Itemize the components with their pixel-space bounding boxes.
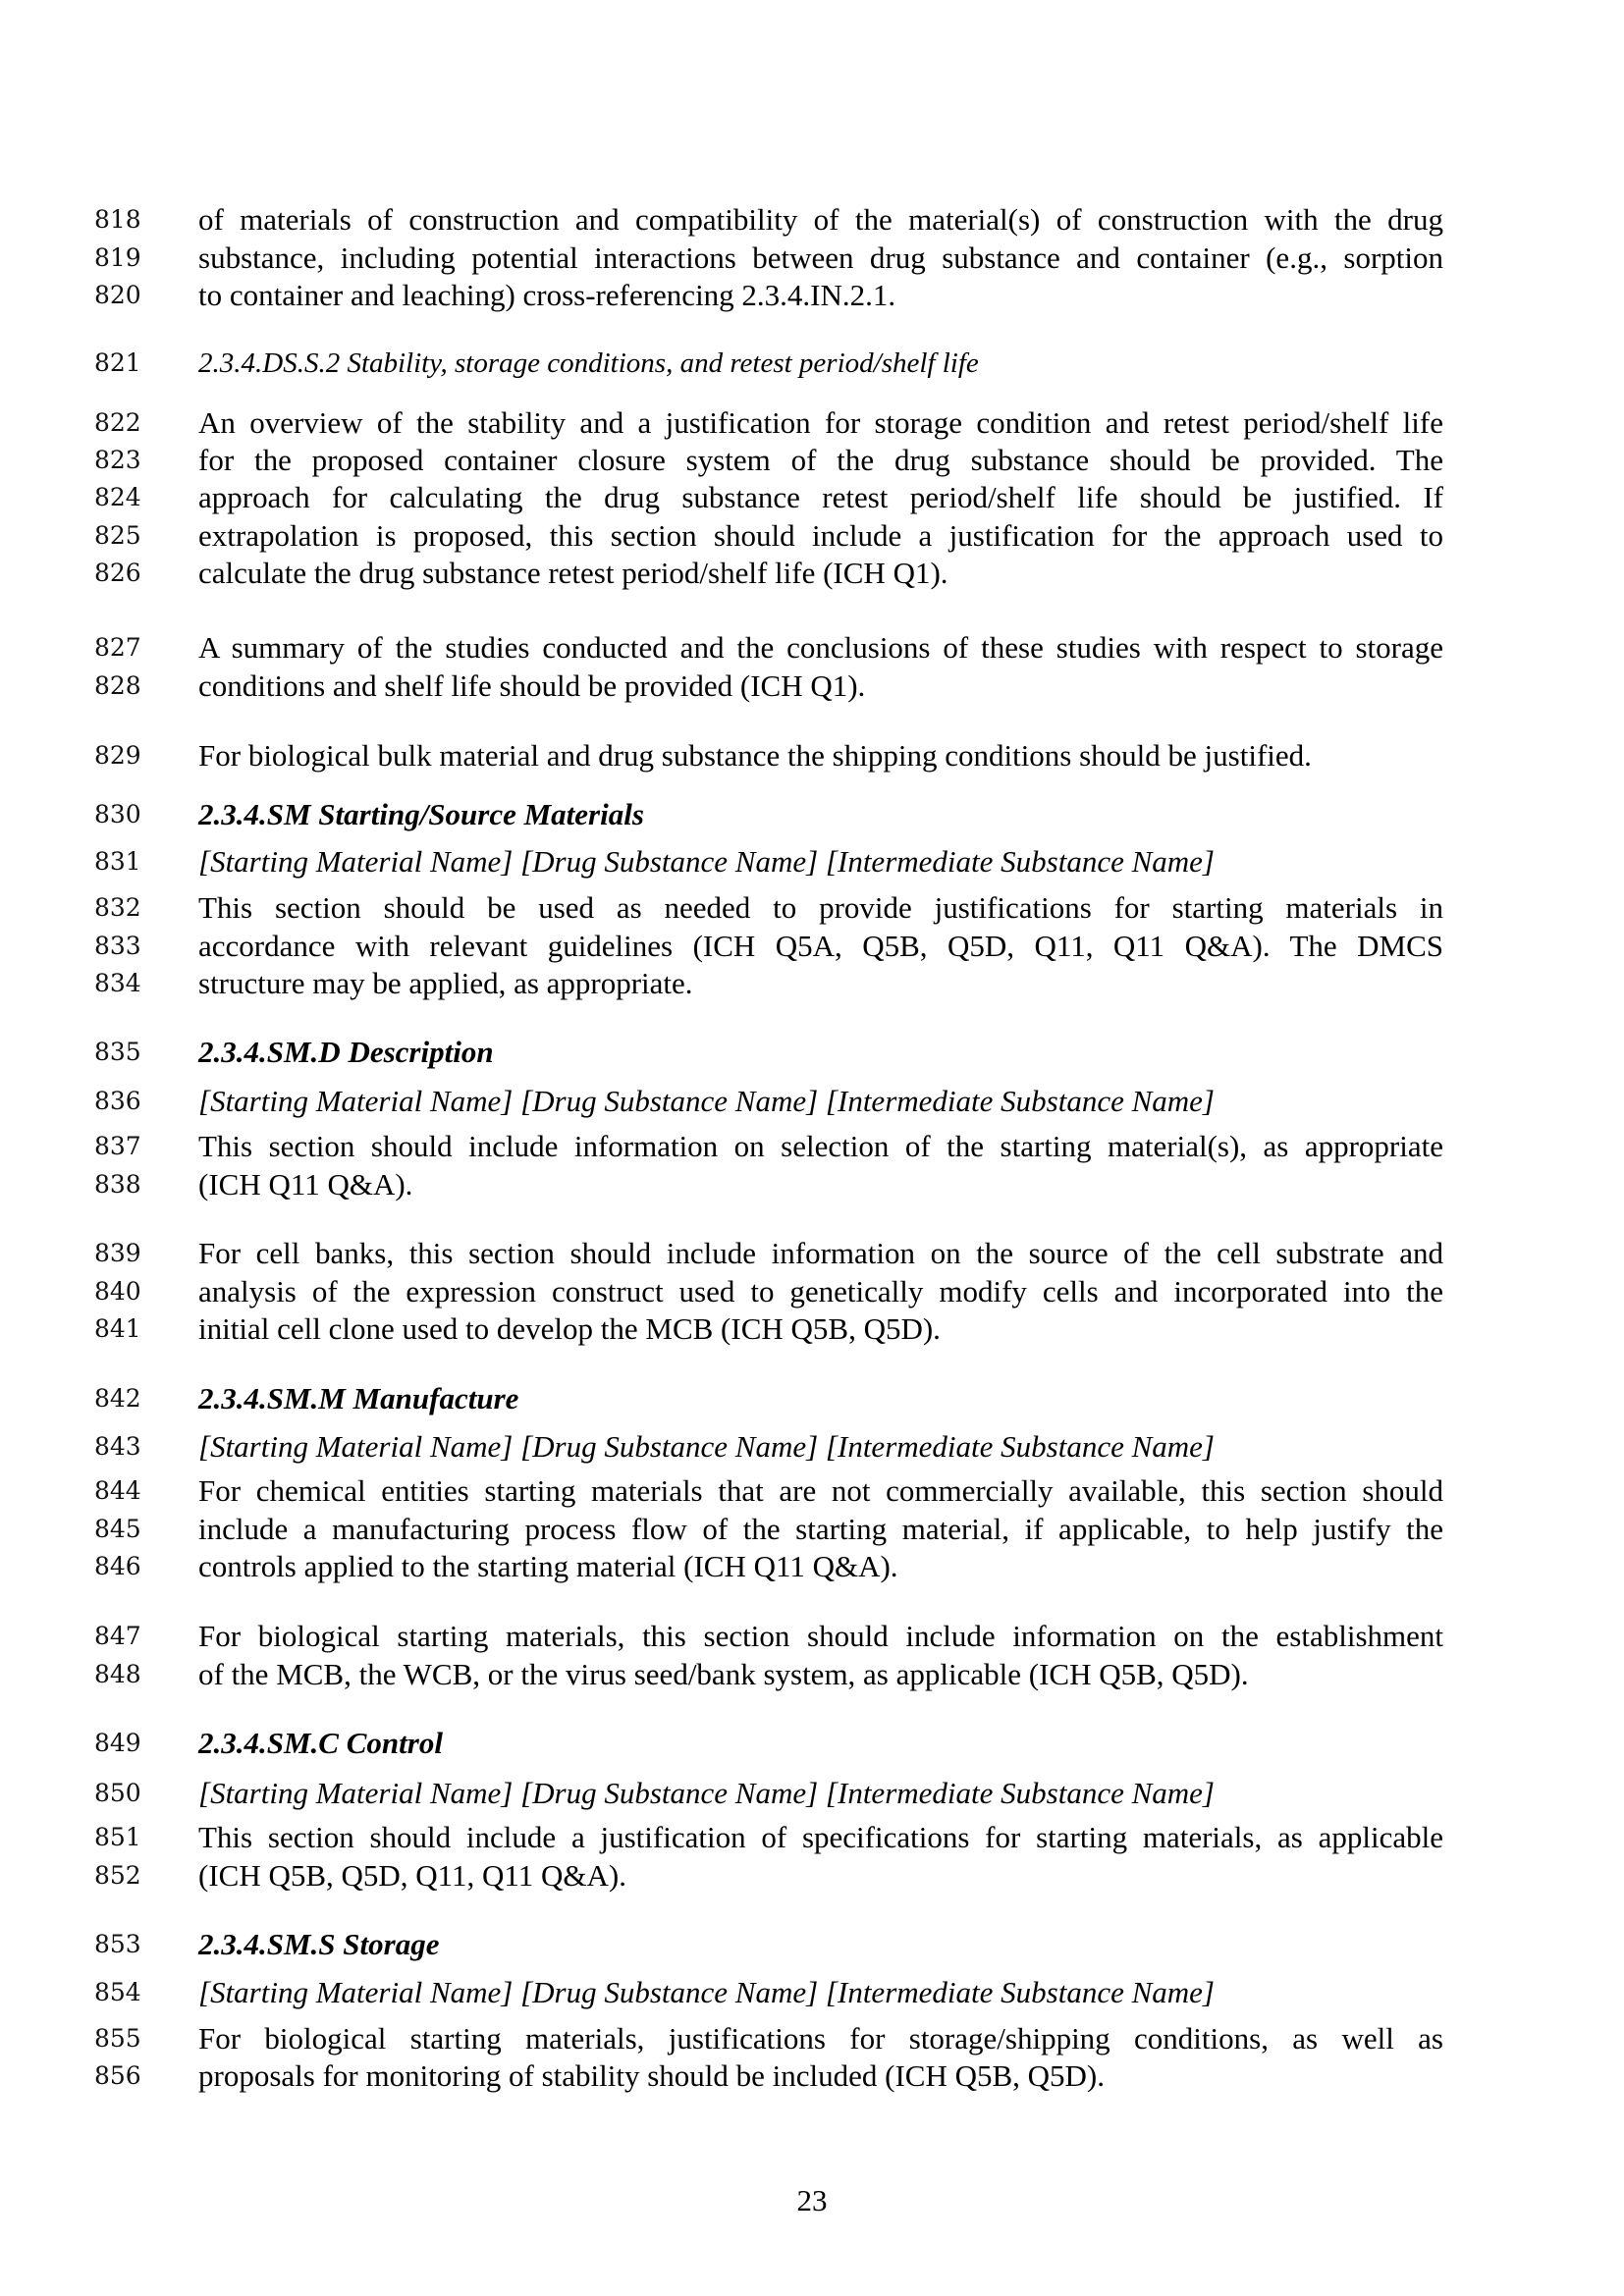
line-number: 836 [94,1087,141,1115]
line-number: 834 [94,969,141,997]
text-line [0,1818,1624,1857]
line-number: 841 [94,1314,141,1343]
line-number: 835 [94,1038,141,1066]
line-number: 839 [94,1239,141,1267]
line-number: 843 [94,1432,141,1461]
line-number: 856 [94,2061,141,2090]
line-number: 850 [94,1779,141,1807]
placeholder-line: [Starting Material Name] [Drug Substance Name] [Intermediate Substance Name] [198,844,1215,879]
text-line [0,1856,1624,1896]
text-line [0,478,1624,517]
placeholder-line: [Starting Material Name] [Drug Substance Name] [Intermediate Substance Name] [198,1084,1215,1118]
line-number: 832 [94,893,141,922]
line-number: 821 [94,348,141,377]
body-text: of materials of construction and compatibility of the material(s) of construction with the drug [198,202,1443,237]
line-number: 849 [94,1729,141,1757]
body-text: substance, including potential interactions between drug substance and container (e.g., sorption [198,240,1443,275]
line-number: 844 [94,1476,141,1505]
text-line [0,1510,1624,1549]
body-text: structure may be applied, as appropriate. [198,966,693,1000]
text-line [0,628,1624,667]
body-text: for the proposed container closure system of the drug substance should be provided. The [198,443,1443,477]
line-number: 837 [94,1132,141,1160]
body-text: An overview of the stability and a justification for storage condition and retest period/shelf life [198,405,1443,440]
body-text: to container and leaching) cross-referencing 2.3.4.IN.2.1. [198,278,896,312]
body-text: This section should include information on selection of the starting material(s), as appropriate [198,1129,1443,1163]
line-number: 851 [94,1823,141,1851]
line-number: 855 [94,2024,141,2053]
body-text: For biological bulk material and drug substance the shipping conditions should be justified. [198,738,1312,773]
text-line [0,1309,1624,1349]
text-line [0,344,1624,383]
body-text: include a manufacturing process flow of the starting material, if applicable, to help justify the [198,1512,1443,1546]
line-number: 829 [94,741,141,770]
text-line [0,200,1624,240]
line-number: 822 [94,408,141,437]
body-text: This section should include a justification of specifications for starting materials, as applicable [198,1820,1443,1854]
section-heading: 2.3.4.SM Starting/Source Materials [198,797,644,831]
text-line [0,795,1624,834]
line-number: 848 [94,1660,141,1688]
body-text: For biological starting materials, this section should include information on the establishment [198,1619,1443,1653]
text-line [0,2019,1624,2058]
line-number: 831 [94,847,141,876]
text-line [0,554,1624,593]
text-line [0,842,1624,881]
body-text: accordance with relevant guidelines (ICH Q5A, Q5B, Q5D, Q11, Q11 Q&A). The DMCS [198,929,1443,963]
body-text: (ICH Q5B, Q5D, Q11, Q11 Q&A). [198,1858,626,1893]
line-number: 854 [94,1978,141,2006]
text-line [0,1379,1624,1418]
text-line [0,276,1624,315]
line-number: 826 [94,559,141,587]
text-line [0,1234,1624,1273]
placeholder-line: [Starting Material Name] [Drug Substance Name] [Intermediate Substance Name] [198,1776,1215,1810]
text-line [0,1427,1624,1467]
line-number: 833 [94,932,141,960]
line-number: 830 [94,800,141,828]
line-number: 847 [94,1622,141,1650]
body-text: conditions and shelf life should be provided (ICH Q1). [198,668,866,703]
section-heading: 2.3.4.SM.M Manufacture [198,1381,519,1415]
text-line [0,1617,1624,1656]
text-line [0,1724,1624,1763]
body-text: For chemical entities starting materials that are not commercially available, this section should [198,1473,1443,1508]
body-text: of the MCB, the WCB, or the virus seed/bank system, as applicable (ICH Q5B, Q5D). [198,1657,1249,1691]
text-line [0,964,1624,1003]
text-line [0,1033,1624,1072]
page-number: 23 [796,2183,828,2217]
text-line [0,736,1624,775]
body-text: A summary of the studies conducted and the conclusions of these studies with respect to storage [198,630,1443,665]
body-text: For biological starting materials, justifications for storage/shipping conditions, as well as [198,2021,1443,2056]
line-number: 823 [94,446,141,474]
text-line [0,1471,1624,1511]
line-number: 845 [94,1515,141,1543]
body-text: For cell banks, this section should include information on the source of the cell substrate and [198,1236,1443,1270]
section-heading: 2.3.4.SM.S Storage [198,1927,440,1961]
text-line [0,2056,1624,2096]
body-text: This section should be used as needed to provide justifications for starting materials in [198,890,1443,925]
section-heading: 2.3.4.SM.C Control [198,1726,443,1760]
text-line [0,1973,1624,2012]
body-text: calculate the drug substance retest period/shelf life (ICH Q1). [198,556,948,590]
text-line [0,516,1624,556]
text-line [0,1082,1624,1121]
section-heading: 2.3.4.SM.D Description [198,1035,494,1069]
subsection-heading: 2.3.4.DS.S.2 Stability, storage conditions, and retest period/shelf life [198,347,979,379]
text-line [0,1925,1624,1964]
line-number: 828 [94,671,141,700]
text-line [0,1655,1624,1694]
text-line [0,1272,1624,1311]
line-number: 818 [94,205,141,234]
text-line [0,1165,1624,1204]
body-text: approach for calculating the drug substance retest period/shelf life should be justified. If [198,480,1443,514]
line-number: 852 [94,1861,141,1890]
line-number: 842 [94,1384,141,1413]
placeholder-line: [Starting Material Name] [Drug Substance Name] [Intermediate Substance Name] [198,1429,1215,1464]
line-number: 838 [94,1170,141,1199]
body-text: analysis of the expression construct used to genetically modify cells and incorporated into the [198,1274,1443,1308]
body-text: (ICH Q11 Q&A). [198,1167,413,1201]
body-text: initial cell clone used to develop the MCB (ICH Q5B, Q5D). [198,1311,941,1346]
text-line [0,441,1624,480]
text-line [0,667,1624,706]
text-line [0,403,1624,443]
line-number: 819 [94,243,141,272]
text-line [0,1127,1624,1166]
text-line [0,888,1624,928]
placeholder-line: [Starting Material Name] [Drug Substance Name] [Intermediate Substance Name] [198,1975,1215,2009]
body-text: proposals for monitoring of stability should be included (ICH Q5B, Q5D). [198,2058,1106,2093]
text-line [0,1547,1624,1586]
text-line [0,239,1624,278]
line-number: 840 [94,1277,141,1306]
line-number: 853 [94,1930,141,1958]
line-number: 824 [94,483,141,511]
text-line [0,1774,1624,1813]
line-number: 820 [94,281,141,309]
line-number: 846 [94,1552,141,1580]
body-text: controls applied to the starting material (ICH Q11 Q&A). [198,1549,898,1583]
text-line [0,927,1624,966]
body-text: extrapolation is proposed, this section should include a justification for the approach used to [198,518,1443,553]
line-number: 827 [94,633,141,662]
line-number: 825 [94,521,141,550]
